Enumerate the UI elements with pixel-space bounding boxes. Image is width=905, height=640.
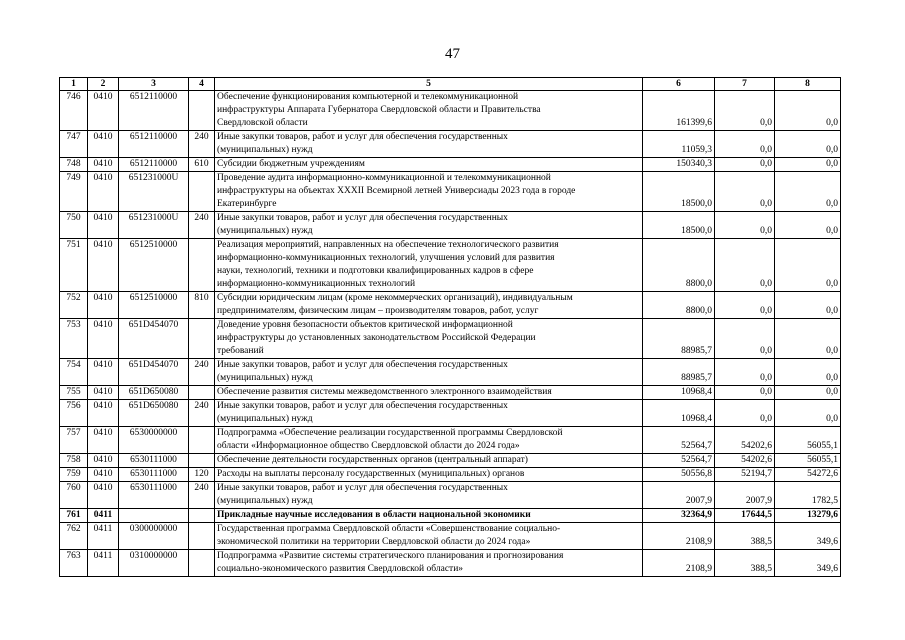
row-number-cell: 751 bbox=[60, 239, 88, 292]
amount-col-7-cell: 0,0 bbox=[715, 131, 775, 158]
table-row bbox=[60, 523, 841, 550]
table-row bbox=[60, 91, 841, 131]
amount-col-6-cell: 150340,3 bbox=[643, 158, 715, 172]
amount-col-8-cell: 0,0 bbox=[775, 172, 841, 212]
name-line: Прикладные научные исследования в области национальной экономики bbox=[217, 510, 531, 520]
target-article-cell: 6512510000 bbox=[119, 292, 189, 319]
name-cell bbox=[215, 319, 643, 359]
name-line: Иные закупки товаров, работ и услуг для обеспечения государственных bbox=[217, 132, 508, 142]
row-number-cell: 763 bbox=[60, 550, 88, 577]
target-article-cell: 6530111000 bbox=[119, 454, 189, 468]
target-article-cell: 6512110000 bbox=[119, 91, 189, 131]
expense-type-cell: 240 bbox=[189, 400, 215, 427]
section-code-cell: 0410 bbox=[88, 427, 119, 454]
section-code-cell: 0410 bbox=[88, 454, 119, 468]
name-cell bbox=[215, 131, 643, 158]
amount-col-6-cell: 32364,9 bbox=[643, 509, 715, 523]
amount-col-6-cell: 88985,7 bbox=[643, 359, 715, 386]
name-line: инфраструктуры до установленных законодательством Российской Федерации bbox=[217, 333, 536, 343]
name-line: Доведение уровня безопасности объектов критической информационной bbox=[217, 320, 513, 330]
expense-type-cell: 240 bbox=[189, 482, 215, 509]
amount-col-8-cell: 0,0 bbox=[775, 158, 841, 172]
name-line: Обеспечение развития системы межведомственного электронного взаимодействия bbox=[217, 387, 552, 397]
amount-col-6-cell: 11059,3 bbox=[643, 131, 715, 158]
expense-type-cell bbox=[189, 454, 215, 468]
amount-col-6-cell: 2108,9 bbox=[643, 523, 715, 550]
header-row bbox=[60, 78, 841, 91]
amount-col-6-cell: 161399,6 bbox=[643, 91, 715, 131]
target-article-cell: 651D650080 bbox=[119, 400, 189, 427]
amount-col-8-cell: 0,0 bbox=[775, 212, 841, 239]
name-line: инфраструктуры на объектах XXXII Всемирной летней Универсиады 2023 года в городе bbox=[217, 186, 576, 196]
section-code-cell: 0410 bbox=[88, 468, 119, 482]
table-row bbox=[60, 292, 841, 319]
section-code-cell: 0410 bbox=[88, 131, 119, 158]
name-cell bbox=[215, 359, 643, 386]
table-row bbox=[60, 359, 841, 386]
section-code-cell: 0410 bbox=[88, 292, 119, 319]
table-row bbox=[60, 158, 841, 172]
amount-col-8-cell: 0,0 bbox=[775, 400, 841, 427]
amount-col-7-cell: 0,0 bbox=[715, 292, 775, 319]
amount-col-7-cell: 0,0 bbox=[715, 158, 775, 172]
name-line: Иные закупки товаров, работ и услуг для обеспечения государственных bbox=[217, 213, 508, 223]
table-row bbox=[60, 482, 841, 509]
table-row bbox=[60, 427, 841, 454]
name-line: социально-экономического развития Свердловской области» bbox=[217, 564, 464, 574]
name-line: требований bbox=[217, 346, 264, 356]
amount-col-8-cell: 0,0 bbox=[775, 359, 841, 386]
name-cell bbox=[215, 427, 643, 454]
header-col-1: 1 bbox=[60, 78, 88, 91]
name-line: Подпрограмма «Обеспечение реализации государственной программы Свердловской bbox=[217, 428, 563, 438]
table-row bbox=[60, 454, 841, 468]
target-article-cell: 651231000U bbox=[119, 172, 189, 212]
name-cell bbox=[215, 482, 643, 509]
section-code-cell: 0411 bbox=[88, 509, 119, 523]
name-line: Расходы на выплаты персоналу государственных (муниципальных) органов bbox=[217, 469, 525, 479]
amount-col-7-cell: 0,0 bbox=[715, 319, 775, 359]
amount-col-6-cell: 2007,9 bbox=[643, 482, 715, 509]
amount-col-6-cell: 52564,7 bbox=[643, 454, 715, 468]
name-line: Государственная программа Свердловской области «Совершенствование социально- bbox=[217, 524, 561, 534]
amount-col-7-cell: 0,0 bbox=[715, 212, 775, 239]
amount-col-6-cell: 88985,7 bbox=[643, 319, 715, 359]
amount-col-7-cell: 54202,6 bbox=[715, 454, 775, 468]
amount-col-8-cell: 1782,5 bbox=[775, 482, 841, 509]
row-number-cell: 759 bbox=[60, 468, 88, 482]
section-code-cell: 0410 bbox=[88, 158, 119, 172]
row-number-cell: 747 bbox=[60, 131, 88, 158]
amount-col-8-cell: 0,0 bbox=[775, 239, 841, 292]
section-code-cell: 0410 bbox=[88, 172, 119, 212]
name-line: (муниципальных) нужд bbox=[217, 414, 313, 424]
target-article-cell: 6512110000 bbox=[119, 131, 189, 158]
budget-table bbox=[59, 77, 841, 577]
name-line: (муниципальных) нужд bbox=[217, 145, 313, 155]
target-article-cell: 0300000000 bbox=[119, 523, 189, 550]
table-row bbox=[60, 400, 841, 427]
expense-type-cell: 610 bbox=[189, 158, 215, 172]
header-col-5: 5 bbox=[215, 78, 643, 91]
name-cell bbox=[215, 239, 643, 292]
target-article-cell: 6530111000 bbox=[119, 482, 189, 509]
name-line: Иные закупки товаров, работ и услуг для обеспечения государственных bbox=[217, 360, 508, 370]
target-article-cell: 6512110000 bbox=[119, 158, 189, 172]
expense-type-cell bbox=[189, 91, 215, 131]
amount-col-8-cell: 349,6 bbox=[775, 523, 841, 550]
amount-col-7-cell: 54202,6 bbox=[715, 427, 775, 454]
name-line: Иные закупки товаров, работ и услуг для обеспечения государственных bbox=[217, 483, 508, 493]
name-line: информационно-коммуникационных технологий bbox=[217, 279, 416, 289]
name-cell bbox=[215, 523, 643, 550]
amount-col-8-cell: 0,0 bbox=[775, 319, 841, 359]
header-col-8: 8 bbox=[775, 78, 841, 91]
amount-col-7-cell: 0,0 bbox=[715, 239, 775, 292]
target-article-cell: 6530111000 bbox=[119, 468, 189, 482]
section-code-cell: 0411 bbox=[88, 523, 119, 550]
target-article-cell: 651D650080 bbox=[119, 386, 189, 400]
amount-col-8-cell: 0,0 bbox=[775, 386, 841, 400]
section-code-cell: 0410 bbox=[88, 212, 119, 239]
target-article-cell: 651D454070 bbox=[119, 359, 189, 386]
amount-col-8-cell: 56055,1 bbox=[775, 427, 841, 454]
amount-col-7-cell: 2007,9 bbox=[715, 482, 775, 509]
amount-col-8-cell: 0,0 bbox=[775, 131, 841, 158]
name-cell bbox=[215, 386, 643, 400]
amount-col-7-cell: 52194,7 bbox=[715, 468, 775, 482]
amount-col-7-cell: 17644,5 bbox=[715, 509, 775, 523]
section-code-cell: 0410 bbox=[88, 400, 119, 427]
header-col-7: 7 bbox=[715, 78, 775, 91]
name-line: Обеспечение деятельности государственных органов (центральный аппарат) bbox=[217, 455, 528, 465]
amount-col-7-cell: 0,0 bbox=[715, 386, 775, 400]
row-number-cell: 757 bbox=[60, 427, 88, 454]
expense-type-cell bbox=[189, 427, 215, 454]
target-article-cell: 651D454070 bbox=[119, 319, 189, 359]
name-cell bbox=[215, 550, 643, 577]
row-number-cell: 753 bbox=[60, 319, 88, 359]
page-number: 47 bbox=[445, 46, 460, 62]
row-number-cell: 754 bbox=[60, 359, 88, 386]
table-row bbox=[60, 131, 841, 158]
name-line: экономической политики на территории Свердловской области до 2024 года» bbox=[217, 537, 531, 547]
table-row bbox=[60, 509, 841, 523]
name-line: (муниципальных) нужд bbox=[217, 496, 313, 506]
name-line: инфраструктуры Аппарата Губернатора Свердловской области и Правительства bbox=[217, 105, 541, 115]
expense-type-cell bbox=[189, 550, 215, 577]
name-cell bbox=[215, 91, 643, 131]
amount-col-6-cell: 8800,0 bbox=[643, 239, 715, 292]
expense-type-cell bbox=[189, 509, 215, 523]
amount-col-6-cell: 52564,7 bbox=[643, 427, 715, 454]
section-code-cell: 0410 bbox=[88, 91, 119, 131]
section-code-cell: 0410 bbox=[88, 319, 119, 359]
expense-type-cell bbox=[189, 239, 215, 292]
section-code-cell: 0411 bbox=[88, 550, 119, 577]
amount-col-7-cell: 0,0 bbox=[715, 172, 775, 212]
expense-type-cell bbox=[189, 386, 215, 400]
name-cell bbox=[215, 468, 643, 482]
amount-col-6-cell: 18500,0 bbox=[643, 172, 715, 212]
name-line: Проведение аудита информационно-коммуникационной и телекоммуникационной bbox=[217, 173, 551, 183]
amount-col-8-cell: 13279,6 bbox=[775, 509, 841, 523]
table-row bbox=[60, 319, 841, 359]
amount-col-8-cell: 54272,6 bbox=[775, 468, 841, 482]
row-number-cell: 755 bbox=[60, 386, 88, 400]
amount-col-6-cell: 10968,4 bbox=[643, 386, 715, 400]
row-number-cell: 761 bbox=[60, 509, 88, 523]
target-article-cell: 0310000000 bbox=[119, 550, 189, 577]
amount-col-8-cell: 349,6 bbox=[775, 550, 841, 577]
header-col-6: 6 bbox=[643, 78, 715, 91]
expense-type-cell: 240 bbox=[189, 131, 215, 158]
row-number-cell: 758 bbox=[60, 454, 88, 468]
row-number-cell: 752 bbox=[60, 292, 88, 319]
name-cell bbox=[215, 212, 643, 239]
amount-col-8-cell: 0,0 bbox=[775, 292, 841, 319]
name-line: Подпрограмма «Развитие системы стратегического планирования и прогнозирования bbox=[217, 551, 564, 561]
name-line: (муниципальных) нужд bbox=[217, 373, 313, 383]
name-line: области «Информационное общество Свердловской области до 2024 года» bbox=[217, 441, 520, 451]
amount-col-7-cell: 388,5 bbox=[715, 550, 775, 577]
amount-col-8-cell: 56055,1 bbox=[775, 454, 841, 468]
amount-col-6-cell: 10968,4 bbox=[643, 400, 715, 427]
expense-type-cell: 810 bbox=[189, 292, 215, 319]
amount-col-7-cell: 0,0 bbox=[715, 91, 775, 131]
name-line: предпринимателям, физическим лицам – производителям товаров, работ, услуг bbox=[217, 306, 539, 316]
name-line: Субсидии юридическим лицам (кроме некоммерческих организаций), индивидуальным bbox=[217, 293, 573, 303]
amount-col-6-cell: 18500,0 bbox=[643, 212, 715, 239]
header-col-2: 2 bbox=[88, 78, 119, 91]
table-row bbox=[60, 550, 841, 577]
expense-type-cell: 240 bbox=[189, 359, 215, 386]
table-row bbox=[60, 468, 841, 482]
amount-col-8-cell: 0,0 bbox=[775, 91, 841, 131]
table-row bbox=[60, 212, 841, 239]
target-article-cell: 651231000U bbox=[119, 212, 189, 239]
amount-col-6-cell: 50556,8 bbox=[643, 468, 715, 482]
section-code-cell: 0410 bbox=[88, 482, 119, 509]
name-line: Реализация мероприятий, направленных на обеспечение технологического развития bbox=[217, 240, 559, 250]
name-cell bbox=[215, 158, 643, 172]
name-cell bbox=[215, 509, 643, 523]
table-row bbox=[60, 172, 841, 212]
amount-col-7-cell: 0,0 bbox=[715, 400, 775, 427]
section-code-cell: 0410 bbox=[88, 386, 119, 400]
name-line: Иные закупки товаров, работ и услуг для обеспечения государственных bbox=[217, 401, 508, 411]
row-number-cell: 750 bbox=[60, 212, 88, 239]
header-col-4: 4 bbox=[189, 78, 215, 91]
name-line: Субсидии бюджетным учреждениям bbox=[217, 159, 365, 169]
row-number-cell: 762 bbox=[60, 523, 88, 550]
expense-type-cell: 240 bbox=[189, 212, 215, 239]
amount-col-7-cell: 388,5 bbox=[715, 523, 775, 550]
name-cell bbox=[215, 400, 643, 427]
amount-col-7-cell: 0,0 bbox=[715, 359, 775, 386]
name-cell bbox=[215, 454, 643, 468]
name-line: информационно-коммуникационных технологий, улучшения условий для развития bbox=[217, 253, 555, 263]
name-line: Свердловской области bbox=[217, 118, 308, 128]
row-number-cell: 746 bbox=[60, 91, 88, 131]
expense-type-cell: 120 bbox=[189, 468, 215, 482]
name-cell bbox=[215, 172, 643, 212]
name-line: Обеспечение функционирования компьютерной и телекоммуникационной bbox=[217, 92, 519, 102]
target-article-cell: 6512510000 bbox=[119, 239, 189, 292]
row-number-cell: 748 bbox=[60, 158, 88, 172]
expense-type-cell bbox=[189, 172, 215, 212]
expense-type-cell bbox=[189, 523, 215, 550]
name-line: науки, технологий, техники и подготовки квалифицированных кадров в сфере bbox=[217, 266, 534, 276]
row-number-cell: 760 bbox=[60, 482, 88, 509]
header-col-3: 3 bbox=[119, 78, 189, 91]
table-row bbox=[60, 386, 841, 400]
row-number-cell: 749 bbox=[60, 172, 88, 212]
expense-type-cell bbox=[189, 319, 215, 359]
amount-col-6-cell: 8800,0 bbox=[643, 292, 715, 319]
amount-col-6-cell: 2108,9 bbox=[643, 550, 715, 577]
section-code-cell: 0410 bbox=[88, 359, 119, 386]
target-article-cell bbox=[119, 509, 189, 523]
name-cell bbox=[215, 292, 643, 319]
target-article-cell: 6530000000 bbox=[119, 427, 189, 454]
name-line: Екатеринбурге bbox=[217, 199, 277, 209]
table-row bbox=[60, 239, 841, 292]
section-code-cell: 0410 bbox=[88, 239, 119, 292]
name-line: (муниципальных) нужд bbox=[217, 226, 313, 236]
row-number-cell: 756 bbox=[60, 400, 88, 427]
